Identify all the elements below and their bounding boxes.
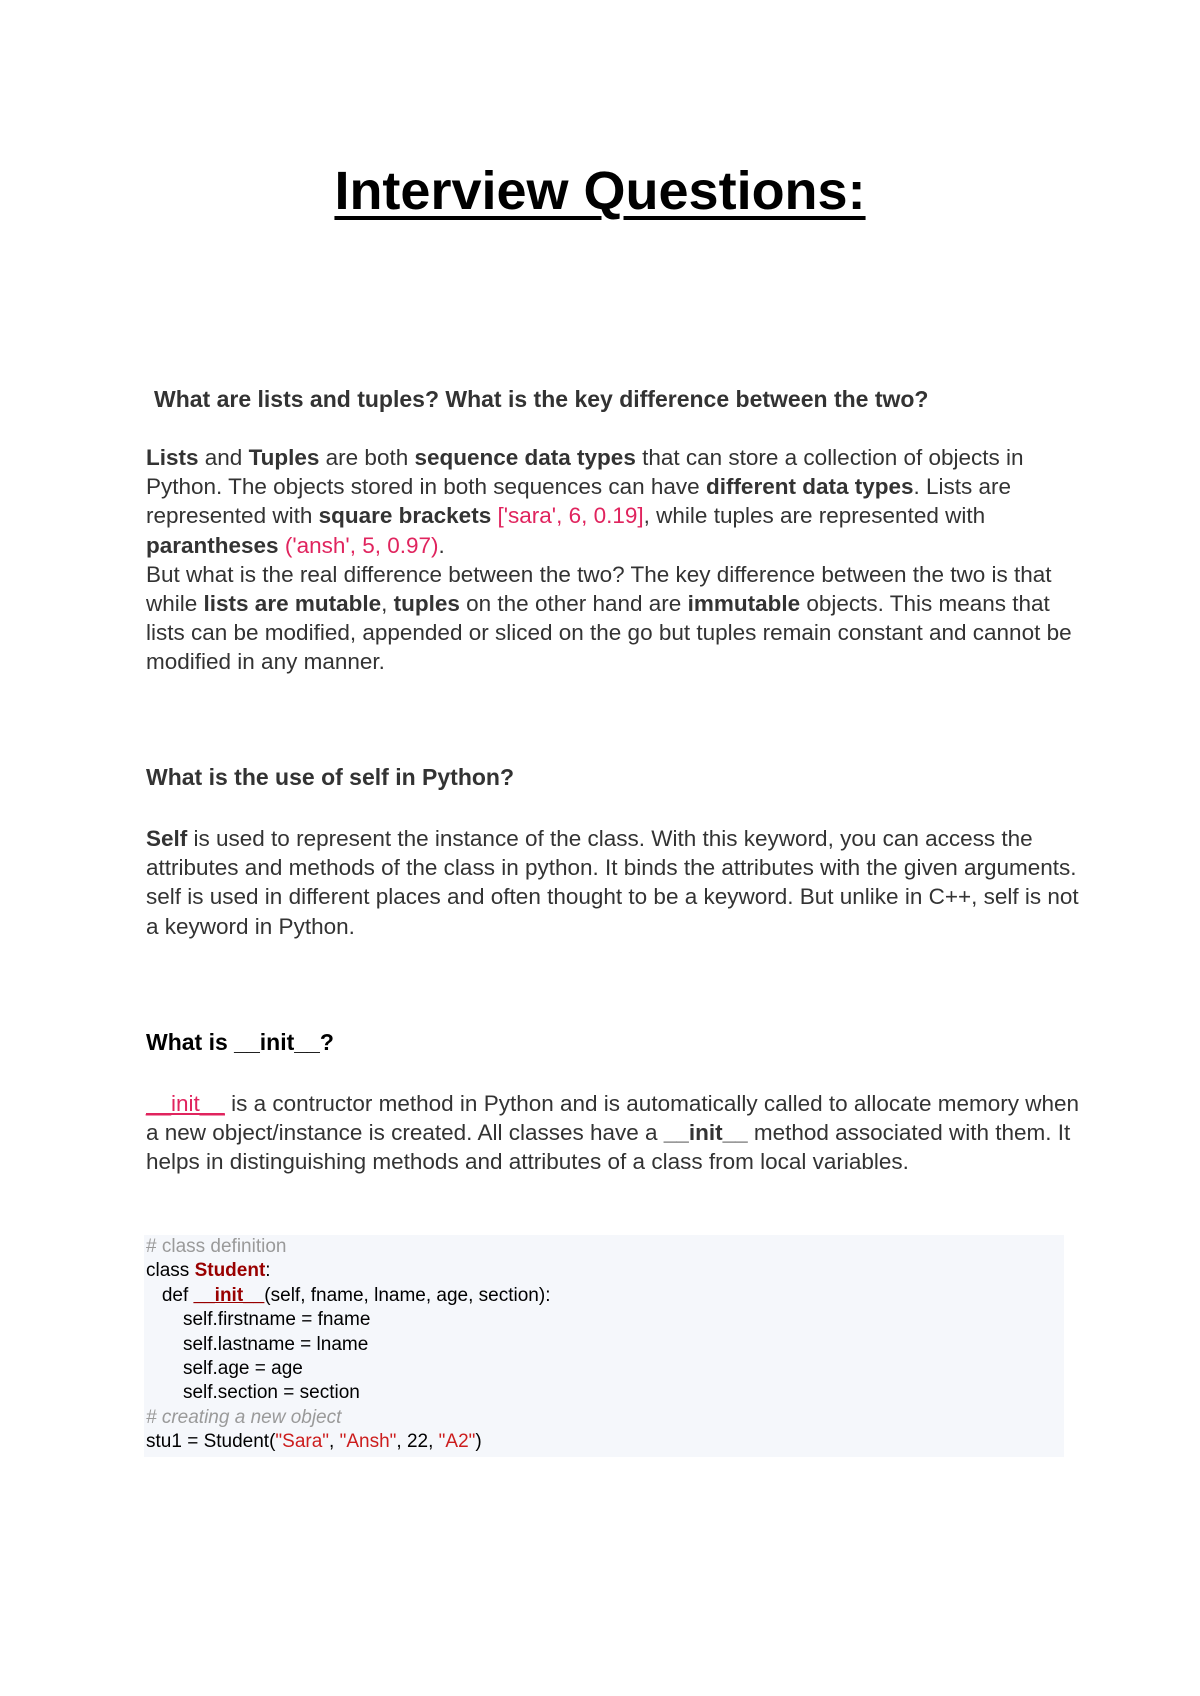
code-text: (self, fname, lname, age, section): (264, 1284, 551, 1306)
answer-init (146, 1089, 1086, 1177)
answer-text: Self (146, 826, 188, 851)
code-method-name: __init__ (193, 1284, 265, 1306)
code-line: self.section = section (146, 1382, 360, 1404)
answer-text: on the other hand are (459, 591, 688, 617)
code-text: stu1 = Student( (146, 1431, 276, 1453)
init-keyword: __init__ (146, 1091, 225, 1116)
answer-lists-tuples (146, 443, 1086, 677)
code-line: self.age = age (146, 1357, 303, 1379)
code-text: , (428, 1431, 439, 1453)
code-block (144, 1235, 1064, 1457)
code-text: , (329, 1431, 340, 1453)
code-text: , (396, 1431, 407, 1453)
code-line (146, 1430, 1064, 1454)
answer-text: and (198, 445, 249, 470)
list-example: ['sara', 6, 0.19] (497, 503, 644, 529)
code-comment: # class definition (146, 1236, 287, 1257)
code-comment: # creating a new object (146, 1406, 342, 1428)
answer-text: . Lists are represented with (146, 474, 1012, 529)
answer-text: Lists (146, 445, 199, 470)
code-string: "Sara" (275, 1431, 330, 1453)
answer-text: parantheses (146, 532, 279, 558)
init-keyword-bold: __init__ (663, 1120, 748, 1146)
code-class-name: Student (194, 1260, 266, 1282)
answer-text: , while tuples are represented with (643, 503, 986, 529)
answer-text: sequence data types (414, 445, 636, 470)
code-line (146, 1284, 1064, 1308)
code-keyword: class (146, 1260, 195, 1282)
code-text: : (265, 1260, 271, 1282)
code-keyword: def (146, 1284, 194, 1306)
code-string: "A2" (438, 1431, 476, 1453)
answer-text: different data types (705, 474, 914, 500)
question-self: What is the use of self in Python? (146, 764, 515, 790)
answer-text: method associated with them. It helps in distinguishing methods and attributes of a class from local variables. (146, 1120, 1071, 1175)
answer-text: immutable (687, 591, 801, 617)
answer-text: square brackets (318, 503, 492, 529)
answer-text: lists are mutable (203, 591, 382, 617)
question-lists-tuples: What are lists and tuples? What is the key difference between the two? (154, 386, 929, 412)
answer-text: tuples (393, 591, 460, 617)
question-init: What is __init__? (146, 1029, 334, 1055)
answer-text: is a contructor method in Python and is automatically called to allocate memory when a new object/instance is created. All classes have a (146, 1091, 1080, 1146)
answer-text: is used to represent the instance of the class. With this keyword, you can access the attributes and methods of the class in python. It binds the attributes with the given arguments. self is used in different places and often thought to be a keyword. But unlike in C++, self is not a keyword in Python. (146, 826, 1079, 939)
code-line (146, 1259, 1064, 1283)
answer-text: are both (319, 445, 415, 470)
page-title-text: Interview Questions: (334, 161, 866, 221)
answer-text: Tuples (248, 445, 320, 470)
answer-text: objects. This means that lists can be modified, appended or sliced on the go but tuples remain constant and cannot be modified in any manner. (146, 591, 1072, 675)
answer-text: , (381, 591, 394, 617)
answer-text: But what is the real difference between the two? The key difference between the two is that while (146, 561, 1052, 617)
code-string: "Ansh" (339, 1431, 397, 1453)
tuple-example: ('ansh', 5, 0.97) (284, 532, 439, 558)
answer-text: . (438, 532, 445, 558)
page-title (0, 158, 1200, 224)
code-text: ) (475, 1431, 482, 1453)
code-line: self.lastname = lname (146, 1333, 369, 1355)
code-line: self.firstname = fname (146, 1309, 371, 1331)
code-number: 22 (406, 1431, 429, 1453)
answer-self (146, 824, 1086, 941)
answer-text: that can store a collection of objects in Python. The objects stored in both sequences can have (146, 445, 1024, 500)
